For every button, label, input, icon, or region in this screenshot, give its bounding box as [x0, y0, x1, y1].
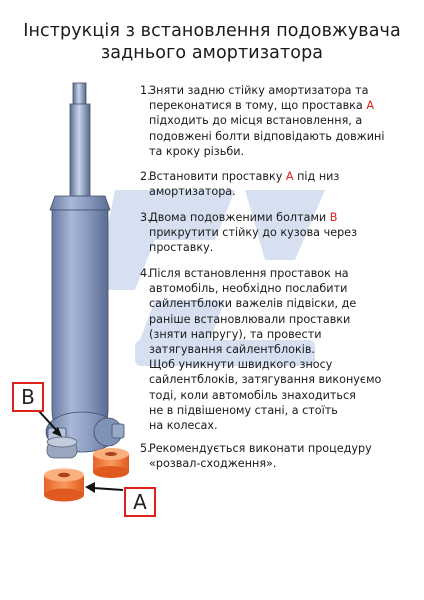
step-line: проставку.	[149, 241, 214, 255]
step-line: сайлентблоки важелів підвіски, де	[149, 297, 357, 311]
instruction-step	[140, 169, 420, 199]
title-line-2: заднього амортизатора	[100, 43, 324, 63]
step-line: Щоб уникнути швидкого зносу	[149, 358, 333, 372]
step-line: подовжені болти відповідають довжині	[149, 129, 385, 143]
step-number: 1.	[140, 84, 151, 97]
step-line: не в підвішеному стані, а стоїть	[149, 403, 338, 417]
instruction-step	[140, 210, 420, 256]
label-b	[12, 382, 44, 412]
spacer-a-1	[93, 448, 129, 478]
step-number: 5.	[140, 442, 151, 455]
step-line: Зняти задню стійку амортизатора та	[149, 84, 369, 97]
step-line: затягування сайлентблоків.	[149, 343, 315, 357]
step-line: Після встановлення проставок на	[149, 267, 349, 280]
step-line: підходить до місця встановлення, а	[149, 114, 363, 128]
step-number: 3.	[140, 211, 151, 224]
step-line: (зняти напругу), та провести	[149, 327, 322, 341]
step-line: та кроку різьби.	[149, 144, 245, 158]
instruction-step	[140, 266, 420, 433]
spacer-a-2	[44, 469, 84, 502]
label-a-text: A	[133, 490, 147, 514]
step-line: Встановити проставку A під низ	[149, 170, 340, 183]
part-reference: A	[366, 99, 375, 113]
shock-body	[52, 210, 108, 430]
step-line: раніше встановлювали проставки	[149, 312, 351, 326]
step-line: тоді, коли автомобіль знаходиться	[149, 388, 356, 402]
step-line: Двома подовженими болтами B	[149, 211, 338, 224]
body-cap	[50, 196, 110, 210]
part-reference: A	[285, 170, 294, 183]
step-line: автомобіль, необхідно послабити	[149, 282, 348, 296]
title-line-1: Інструкція з встановлення подовжувача	[23, 21, 401, 41]
step-line: переконатися в тому, що проставка A	[149, 99, 375, 113]
label-a	[124, 487, 156, 517]
instruction-step	[140, 441, 420, 471]
step-line: прикрутити стійку до кузова через	[149, 226, 358, 240]
step-number: 2.	[140, 170, 151, 183]
instruction-step	[140, 83, 420, 159]
step-number: 4.	[140, 267, 151, 280]
step-line: «розвал-сходження».	[149, 457, 277, 471]
step-line: амортизатора.	[149, 185, 236, 199]
step-line: сайлентблоків, затягування виконуємо	[149, 373, 382, 387]
rod-thread	[73, 83, 86, 105]
arrow-a	[93, 488, 123, 490]
part-reference: B	[329, 211, 338, 224]
piston-rod	[70, 104, 90, 196]
step-line: Рекомендується виконати процедуру	[149, 442, 372, 455]
step-line: на колесах.	[149, 419, 218, 433]
label-b-text: B	[21, 385, 35, 409]
